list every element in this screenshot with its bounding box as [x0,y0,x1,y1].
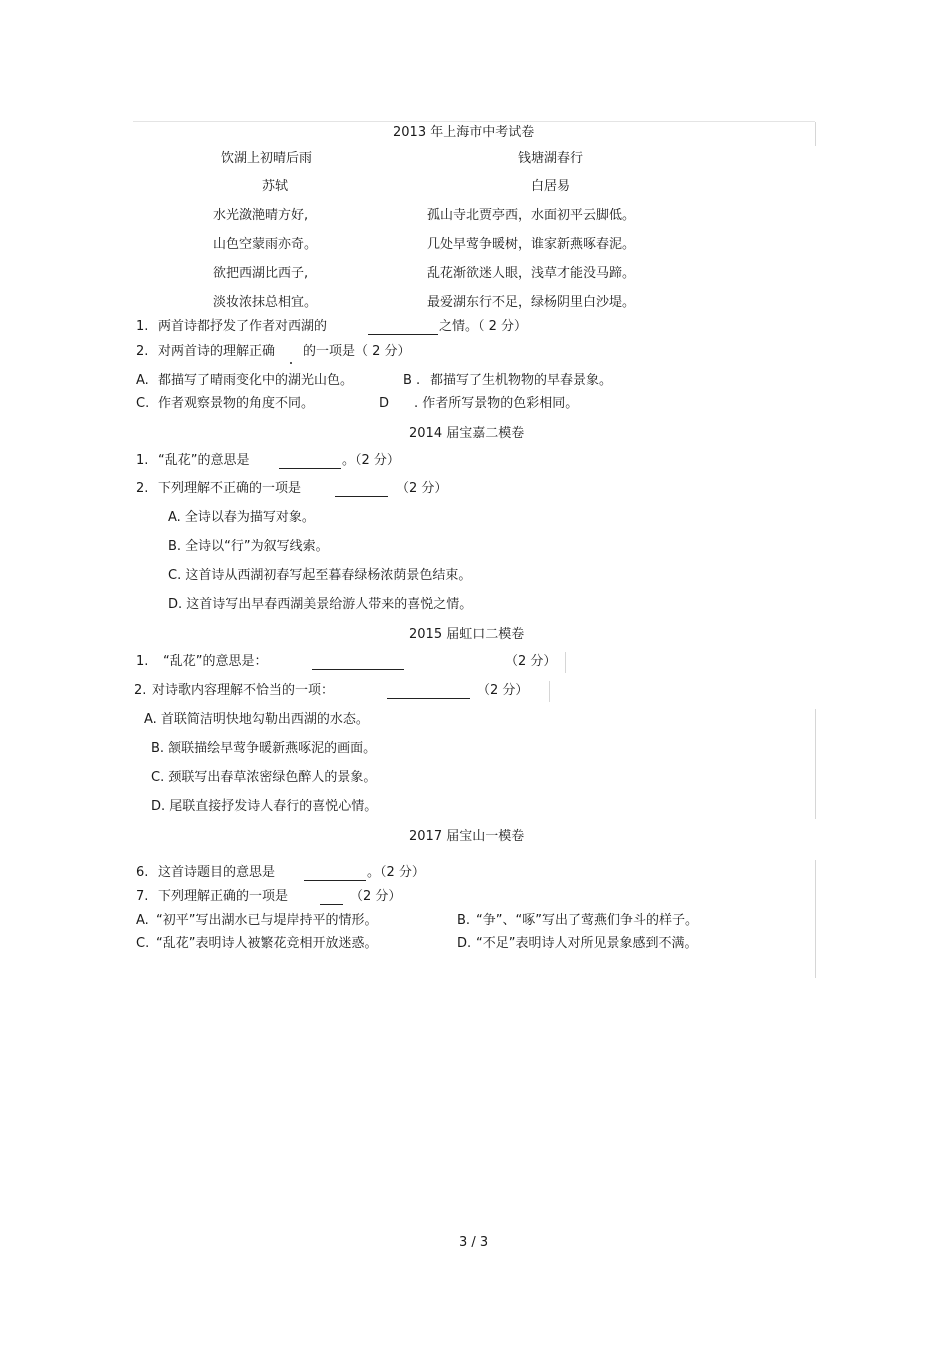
question-tail: （2 分） [350,889,402,904]
option-text: 都描写了生机物物的早春景象。 [430,373,613,388]
question-tail: （2 分） [396,481,448,496]
emphasis-dot [290,362,292,364]
question-tail: 之情。（ 2 分） [439,319,528,334]
option-label: C. [136,396,150,411]
option-label: A. [136,373,149,388]
option-text: . 作者所写景物的色彩相同。 [414,396,579,411]
answer-blank[interactable] [368,334,438,335]
option-text: 都描写了晴雨变化中的湖光山色。 [158,373,354,388]
answer-blank[interactable] [279,468,341,469]
question-text: 这首诗题目的意思是 [158,865,276,880]
section-2014-title: 2014 届宝嘉二模卷 [409,426,525,441]
option-text: B. 颔联描绘早莺争暖新燕啄泥的画面。 [151,741,377,756]
page-number: 3 / 3 [459,1235,489,1250]
question-number: 1. [136,453,149,468]
option-label: D. [457,936,472,951]
poem1-author: 苏轼 [262,179,289,194]
poem1-title: 饮湖上初晴后雨 [221,151,313,166]
option-text: D. 尾联直接抒发诗人春行的喜悦心情。 [151,799,378,814]
option-text: C. 这首诗从西湖初春写起至暮春绿杨浓荫景色结束。 [168,568,472,583]
question-text: 对诗歌内容理解不恰当的一项： [152,683,335,698]
question-text: 对两首诗的理解正确 [158,344,276,359]
question-number: 6. [136,865,149,880]
option-label: A. [136,913,149,928]
question-number: 2. [134,683,147,698]
question-text: “乱花”的意思是 [158,453,250,468]
option-text: “争”、“啄”写出了莺燕们争斗的样子。 [476,913,698,928]
option-label: C. [136,936,150,951]
option-label: B. [457,913,471,928]
option-text: 作者观察景物的角度不同。 [158,396,315,411]
section-2013-title: 2013 年上海市中考试卷 [393,125,535,140]
answer-blank[interactable] [335,496,388,497]
right-rule-2 [565,652,566,673]
question-text: “乱花”的意思是： [163,654,268,669]
option-text: “初平”写出湖水已与堤岸持平的情形。 [156,913,378,928]
option-text: C. 颈联写出春草浓密绿色醉人的景象。 [151,770,377,785]
poem2-line: 最爱湖东行不足，绿杨阴里白沙堤。 [427,295,636,310]
right-rule-4 [815,709,816,819]
option-text: A. 首联简洁明快地勾勒出西湖的水态。 [144,712,369,727]
poem1-line: 淡妆浓抹总相宜。 [213,295,318,310]
poem2-author: 白居易 [531,179,571,194]
option-label: D [379,396,390,411]
option-text: B. 全诗以“行”为叙写线索。 [168,539,329,554]
question-text: 下列理解不正确的一项是 [158,481,302,496]
option-text: “不足”表明诗人对所见景象感到不满。 [476,936,698,951]
option-text: A. 全诗以春为描写对象。 [168,510,315,525]
question-text: 下列理解正确的一项是 [158,889,289,904]
poem2-line: 孤山寺北贾亭西，水面初平云脚低。 [427,208,636,223]
poem1-line: 水光潋滟晴方好, [213,208,309,223]
answer-blank[interactable] [312,669,404,670]
question-tail: 的一项是（ 2 分） [303,344,411,359]
question-tail: 。（2 分） [342,453,400,468]
question-tail: （2 分） [477,683,529,698]
poem2-line: 乱花渐欲迷人眼，浅草才能没马蹄。 [427,266,636,281]
option-text: D. 这首诗写出早春西湖美景给游人带来的喜悦之情。 [168,597,473,612]
question-number: 2. [136,481,149,496]
poem2-line: 几处早莺争暖树，谁家新燕啄春泥。 [427,237,636,252]
poem1-line: 山色空蒙雨亦奇。 [213,237,318,252]
answer-blank[interactable] [304,880,366,881]
top-rule [133,121,815,122]
section-2017-title: 2017 届宝山一模卷 [409,829,525,844]
option-text: “乱花”表明诗人被繁花竞相开放迷惑。 [156,936,378,951]
right-rule-3 [549,681,550,702]
question-number: 1. [136,319,149,334]
answer-blank[interactable] [320,904,343,905]
poem1-line: 欲把西湖比西子, [213,266,309,281]
question-number: 2. [136,344,149,359]
question-tail: 。（2 分） [367,865,425,880]
right-rule-1 [815,122,816,146]
question-tail: （2 分） [505,654,557,669]
option-label: B . [403,373,421,388]
answer-blank[interactable] [387,698,470,699]
question-number: 7. [136,889,149,904]
question-number: 1. [136,654,149,669]
right-rule-5 [815,860,816,978]
poem2-title: 钱塘湖春行 [518,151,584,166]
question-text: 两首诗都抒发了作者对西湖的 [158,319,328,334]
section-2015-title: 2015 届虹口二模卷 [409,627,525,642]
